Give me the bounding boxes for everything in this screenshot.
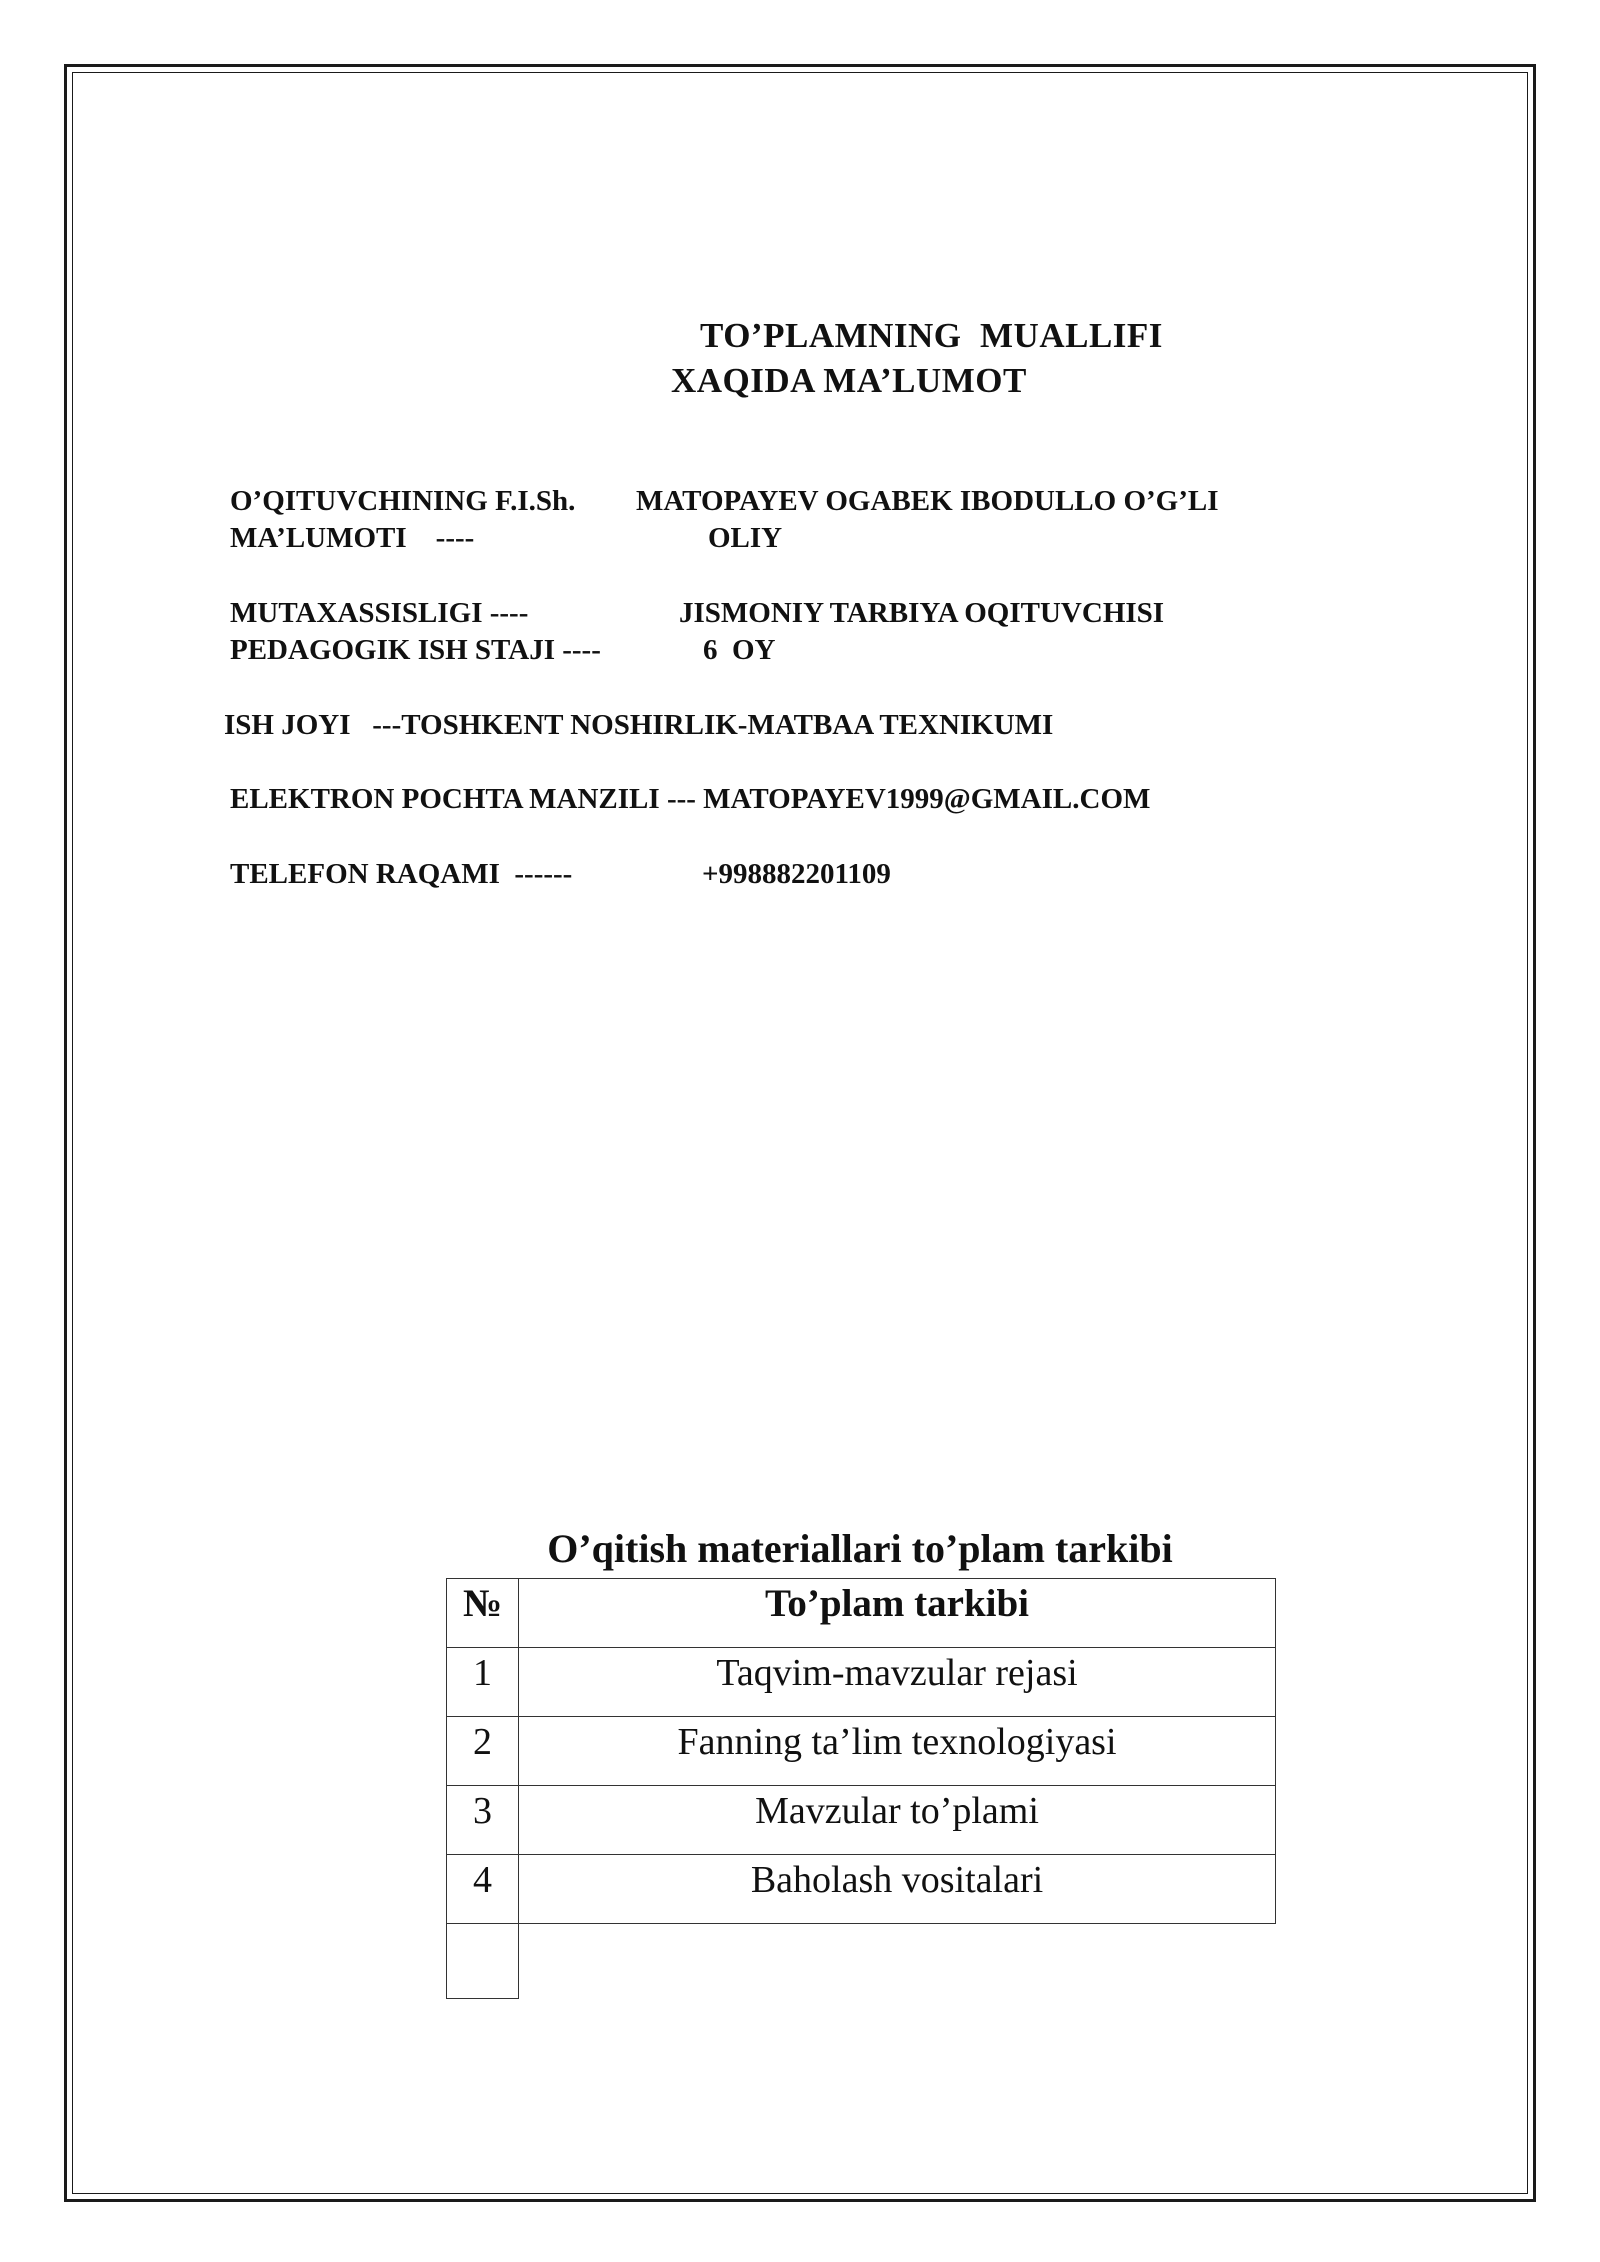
- fish-label: O’QITUVCHINING F.I.Sh.: [230, 485, 576, 517]
- empty-num-cell: [447, 1924, 519, 1999]
- table-header-row: [447, 1579, 1276, 1648]
- table-row: [447, 1717, 1276, 1786]
- header-num-cell: №: [447, 1579, 519, 1648]
- header-text-cell: To’plam tarkibi: [519, 1579, 1276, 1648]
- row-text-cell: Mavzular to’plami: [519, 1786, 1276, 1855]
- malumoti-label: MA’LUMOTI ----: [230, 522, 475, 554]
- telefon-label: TELEFON RAQAMI ------: [230, 858, 573, 890]
- mutaxassisligi-label: MUTAXASSISLIGI ----: [230, 597, 529, 629]
- row-text-cell: Taqvim-mavzular rejasi: [519, 1648, 1276, 1717]
- staj-label: PEDAGOGIK ISH STAJI ----: [230, 634, 601, 666]
- heading-line-1: TO’PLAMNING MUALLIFI: [700, 316, 1163, 355]
- row-num-cell: 3: [447, 1786, 519, 1855]
- ish-joyi-line: ISH JOYI ---TOSHKENT NOSHIRLIK-MATBAA TEXNIKUMI: [224, 709, 1054, 741]
- telefon-value: +998882201109: [702, 858, 891, 890]
- empty-text-cell: [519, 1924, 1276, 1999]
- fish-value: MATOPAYEV OGABEK IBODULLO O’G’LI: [636, 485, 1219, 517]
- contents-title: O’qitish materiallari to’plam tarkibi: [547, 1526, 1173, 1571]
- heading-line-2: XAQIDA MA’LUMOT: [671, 361, 1027, 400]
- table-row: [447, 1786, 1276, 1855]
- mutaxassisligi-value: JISMONIY TARBIYA OQITUVCHISI: [679, 597, 1165, 629]
- malumoti-value: OLIY: [708, 522, 783, 554]
- row-num-cell: 1: [447, 1648, 519, 1717]
- table-row: [447, 1855, 1276, 1924]
- row-num-cell: 4: [447, 1855, 519, 1924]
- email-line: ELEKTRON POCHTA MANZILI --- MATOPAYEV1999@GMAIL.COM: [230, 783, 1151, 815]
- contents-table: [446, 1578, 1276, 1999]
- row-text-cell: Fanning ta’lim texnologiyasi: [519, 1717, 1276, 1786]
- row-num-cell: 2: [447, 1717, 519, 1786]
- table-row-empty: [447, 1924, 1276, 1999]
- table-row: [447, 1648, 1276, 1717]
- row-text-cell: Baholash vositalari: [519, 1855, 1276, 1924]
- staj-value: 6 OY: [703, 634, 776, 666]
